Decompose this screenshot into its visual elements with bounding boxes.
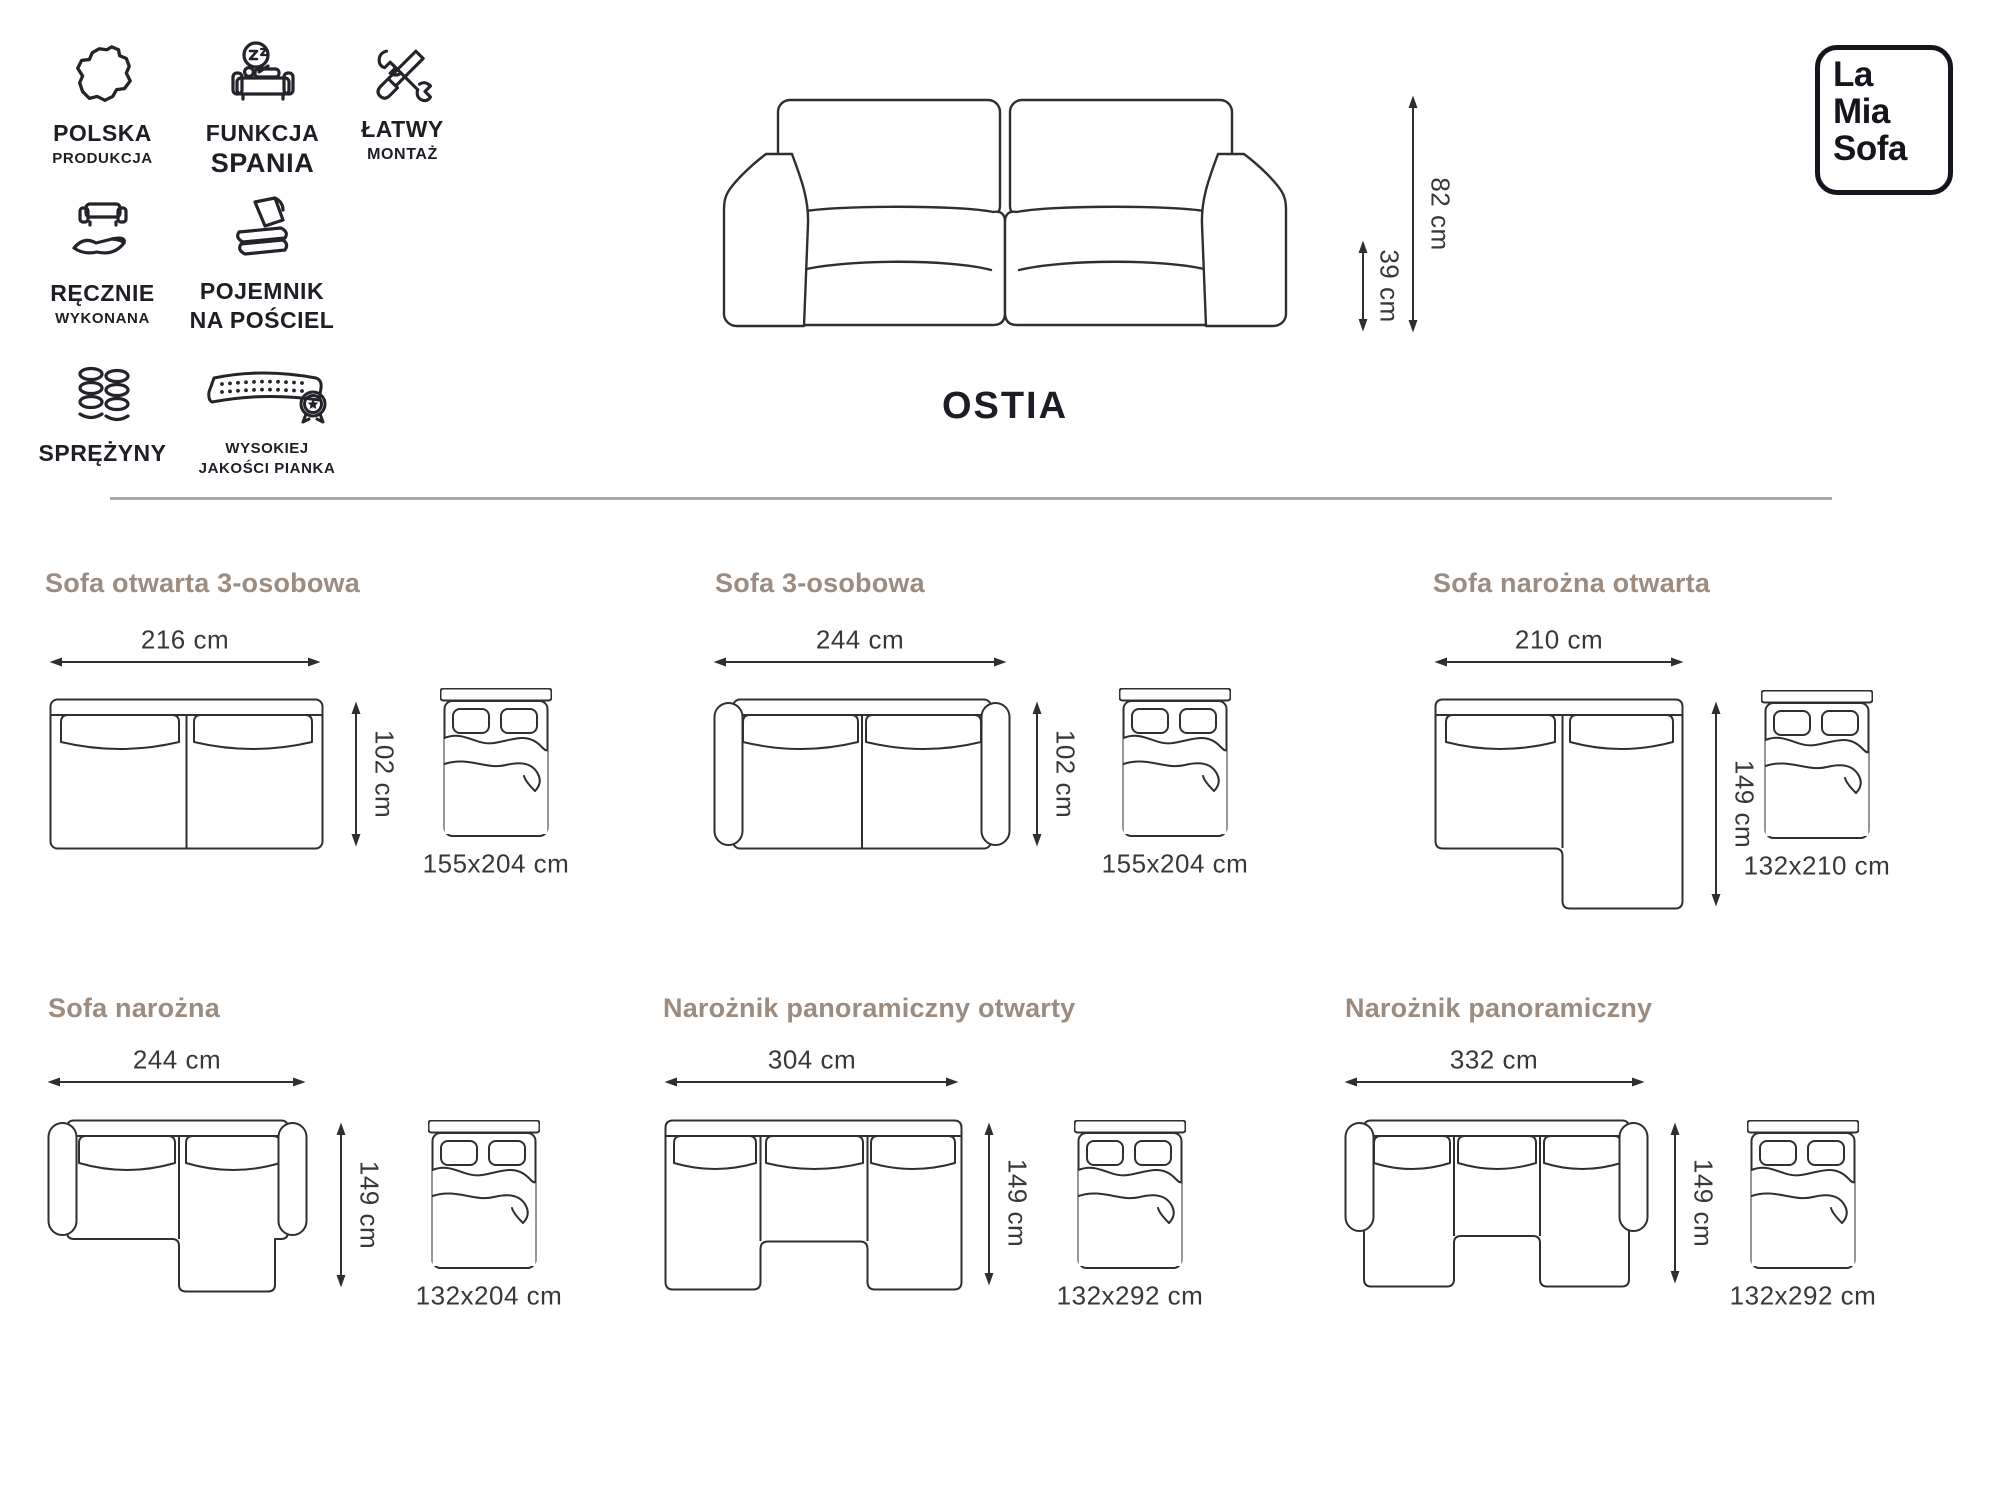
variant-width-label: 244 cm [132, 1044, 222, 1075]
section-divider [110, 497, 1832, 500]
variant-depth-label: 149 cm [1688, 1158, 1719, 1248]
variant-depth-label: 149 cm [1729, 759, 1760, 849]
feature-label: SPRĘŻYNY [38, 440, 167, 466]
bed-size-label: 132x292 cm [1056, 1280, 1204, 1311]
bed-top-view [428, 1120, 540, 1270]
poland-map-icon [68, 40, 138, 112]
sofa-top-view-corner-arms [47, 1119, 308, 1293]
seat-height-label: 39 cm [1374, 249, 1405, 323]
variant-title: Narożnik panoramiczny otwarty [663, 993, 1076, 1023]
depth-dimension-arrow [1707, 701, 1725, 907]
width-dimension-arrow [1344, 1074, 1645, 1090]
feature-sublabel: SPANIA [210, 148, 315, 178]
sofa-top-view-corner-open [1434, 698, 1684, 910]
variant-depth-label: 149 cm [354, 1160, 385, 1250]
sofa-top-view-open [49, 698, 324, 850]
variant-width-label: 332 cm [1449, 1044, 1539, 1075]
feature-label: FUNKCJA [205, 120, 320, 146]
variant-width-label: 304 cm [767, 1044, 857, 1075]
variant-title: Sofa narożna [48, 993, 220, 1023]
feature-polska-produkcja [40, 40, 165, 167]
handmade-icon [66, 196, 140, 272]
brand-logo-line: Sofa [1833, 129, 1907, 168]
variant-depth-label: 102 cm [1050, 729, 1081, 819]
feature-sublabel: JAKOŚCI PIANKA [198, 460, 336, 477]
sofa-front-view-drawing [688, 92, 1322, 337]
feature-sprezyny [40, 362, 165, 467]
feature-latwy-montaz [345, 42, 460, 164]
sofa-top-view-panoramic-arms [1344, 1119, 1649, 1290]
feature-sublabel: NA POŚCIEL [189, 307, 335, 333]
variant-width-label: 210 cm [1514, 624, 1604, 655]
bed-top-view [1119, 688, 1231, 838]
variant-width-label: 216 cm [140, 624, 230, 655]
bed-top-view [440, 688, 552, 838]
bed-size-label: 155x204 cm [422, 848, 570, 879]
bed-size-label: 155x204 cm [1101, 848, 1249, 879]
bed-size-label: 132x210 cm [1743, 850, 1891, 881]
brand-logo-line: La [1833, 55, 1873, 94]
feature-label: ŁATWY [361, 116, 444, 142]
feature-sublabel: MONTAŻ [367, 146, 438, 163]
depth-dimension-arrow [980, 1122, 998, 1286]
feature-label: POLSKA [53, 120, 152, 146]
bed-top-view [1074, 1120, 1186, 1270]
depth-dimension-arrow [347, 701, 365, 847]
seat-height-arrow [1354, 240, 1372, 332]
feature-recznie-wykonana [40, 196, 165, 327]
sofa-top-view-panoramic-open [664, 1119, 963, 1291]
bedding-container-icon [225, 192, 299, 270]
variant-title: Sofa 3-osobowa [715, 568, 925, 598]
bed-size-label: 132x204 cm [415, 1280, 563, 1311]
variant-card-sofa-narozna-otwarta [1415, 560, 1975, 920]
foam-quality-icon [202, 362, 332, 432]
variant-card-sofa-otwarta-3-osobowa [30, 560, 590, 910]
bed-size-label: 132x292 cm [1729, 1280, 1877, 1311]
springs-icon [67, 362, 139, 432]
tools-icon [370, 42, 436, 108]
variant-card-sofa-3-osobowa [695, 560, 1255, 910]
bed-top-view [1761, 690, 1873, 840]
product-name: OSTIA [941, 385, 1069, 427]
overall-height-arrow [1404, 95, 1422, 333]
variant-width-label: 244 cm [815, 624, 905, 655]
variant-title: Narożnik panoramiczny [1345, 993, 1653, 1023]
brand-logo [1815, 45, 1953, 195]
width-dimension-arrow [49, 654, 321, 670]
feature-sublabel: WYKONANA [55, 310, 150, 327]
width-dimension-arrow [47, 1074, 306, 1090]
depth-dimension-arrow [332, 1122, 350, 1288]
feature-label: RĘCZNIE [50, 280, 155, 306]
depth-dimension-arrow [1028, 701, 1046, 847]
brand-logo-line: Mia [1833, 92, 1890, 131]
width-dimension-arrow [713, 654, 1007, 670]
variant-card-naroznik-panoramiczny-otwarty [645, 985, 1245, 1345]
depth-dimension-arrow [1666, 1122, 1684, 1284]
sofa-top-view-arms [713, 698, 1011, 850]
feature-funkcja-spania [190, 40, 335, 179]
feature-label: POJEMNIK [199, 278, 325, 304]
variant-card-naroznik-panoramiczny [1330, 985, 1950, 1345]
feature-pojemnik-na-posciel [182, 192, 342, 334]
overall-height-label: 82 cm [1425, 177, 1456, 251]
variant-depth-label: 102 cm [369, 729, 400, 819]
sleep-function-icon [227, 40, 299, 112]
feature-wysokiej-jakosci-pianka [182, 362, 352, 477]
variant-card-sofa-narozna [30, 985, 590, 1345]
variant-title: Sofa narożna otwarta [1433, 568, 1711, 598]
variant-depth-label: 149 cm [1002, 1158, 1033, 1248]
width-dimension-arrow [1434, 654, 1684, 670]
bed-top-view [1747, 1120, 1859, 1270]
feature-label: WYSOKIEJ [225, 440, 309, 457]
feature-sublabel: PRODUKCJA [52, 150, 153, 167]
variant-title: Sofa otwarta 3-osobowa [45, 568, 360, 598]
width-dimension-arrow [664, 1074, 959, 1090]
